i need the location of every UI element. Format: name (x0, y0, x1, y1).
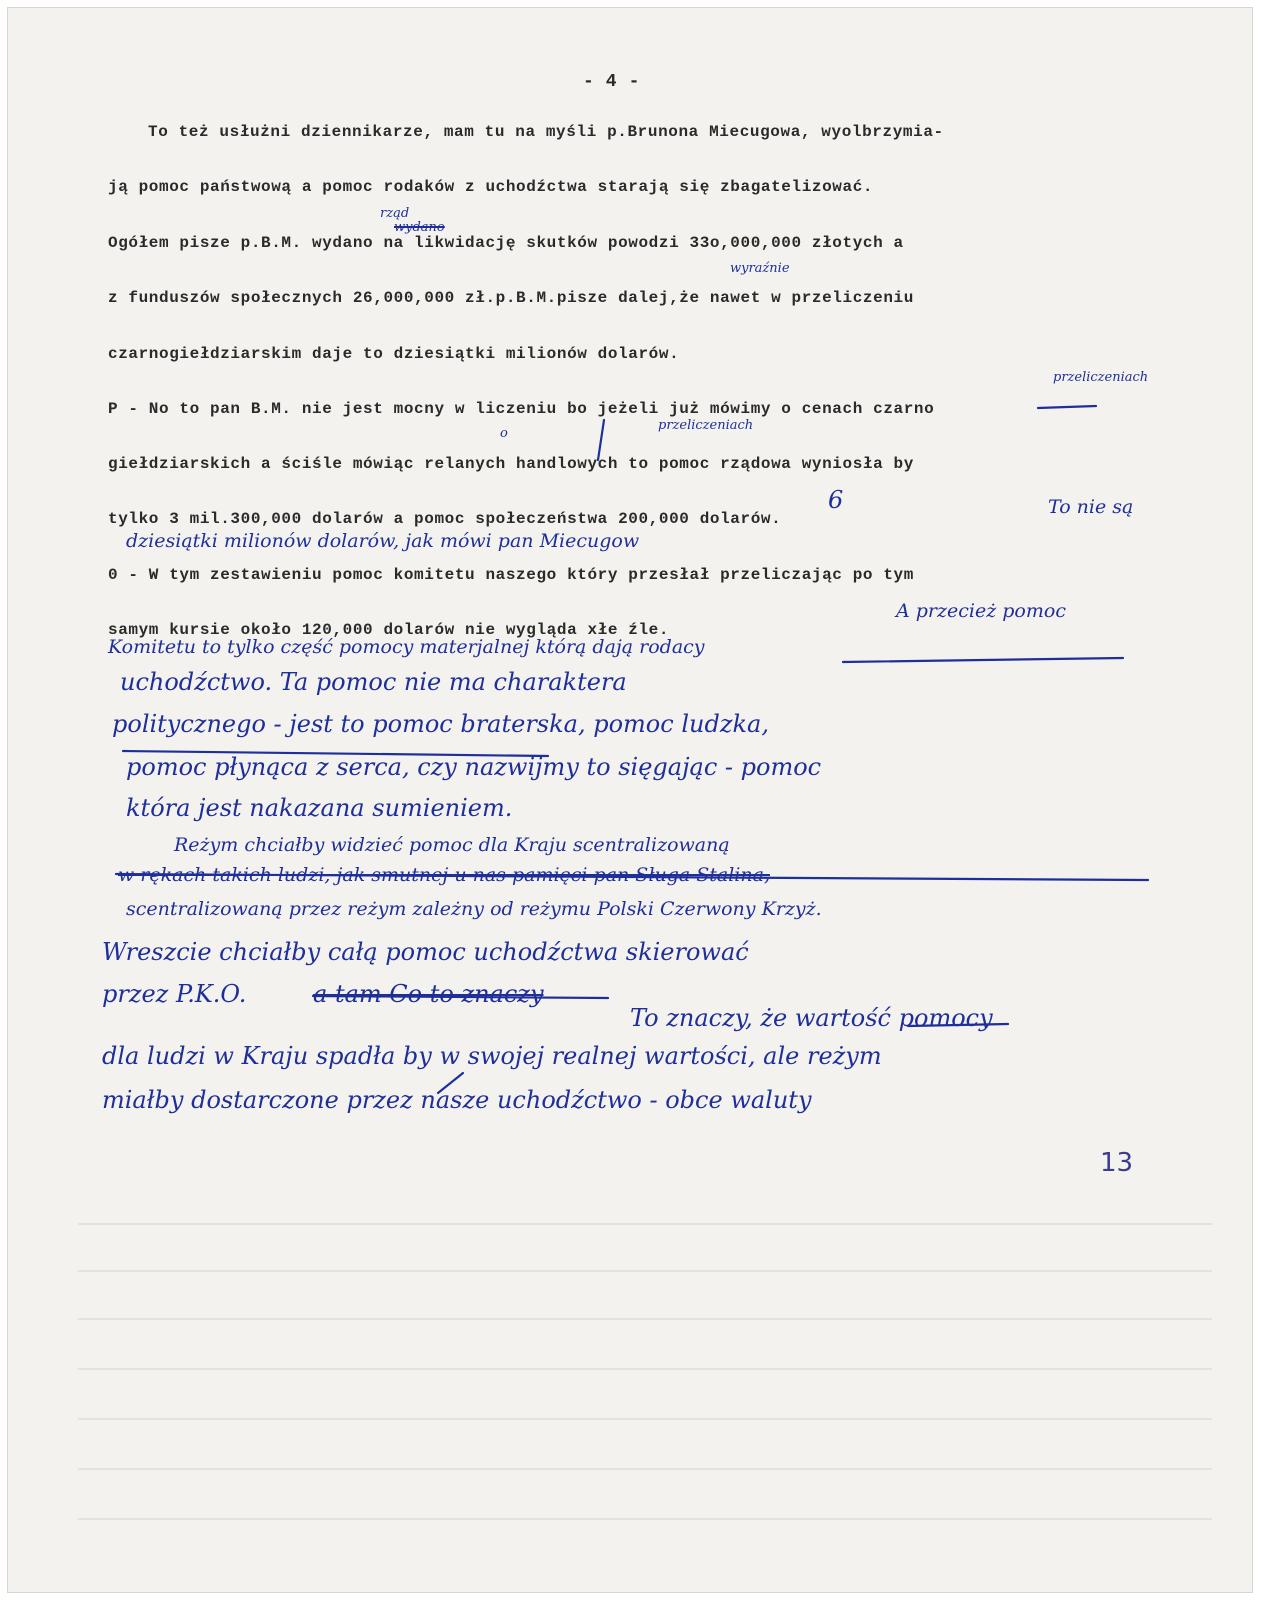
typed-line: z funduszów społecznych 26,000,000 zł.p.B.M.pisze dalej,że nawet w przeliczeniu (108, 289, 914, 307)
handwritten-note: która jest nakazana sumieniem. (126, 794, 513, 822)
handwritten-note: politycznego - jest to pomoc braterska, pomoc ludzka, (112, 710, 769, 738)
strike-through-line (1038, 406, 1096, 408)
handwritten-correction: wydano (394, 220, 445, 235)
handwritten-page-number: 13 (1100, 1148, 1134, 1178)
typed-line: samym kursie około 120,000 dolarów nie wygląda xłe źle. (108, 621, 670, 639)
handwritten-note: miałby dostarczone przez nasze uchodźctwo - obce waluty (102, 1086, 812, 1114)
handwritten-struck-text: w rękach takich ludzi, jak smutnej u nas pamięci pan Sługa Stalina, (118, 864, 770, 886)
strike-through-line (843, 658, 1123, 662)
handwritten-note: dla ludzi w Kraju spadła by w swojej realnej wartości, ale reżym (102, 1042, 882, 1070)
handwritten-note: A przecież pomoc (896, 600, 1066, 622)
handwritten-note: dziesiątki milionów dolarów, jak mówi pan Miecugow (126, 530, 640, 552)
handwritten-insert: wyraźnie (730, 261, 790, 276)
handwritten-note: scentralizowaną przez reżym zależny od reżymu Polski Czerwony Krzyż. (126, 898, 822, 920)
handwritten-insert: przeliczeniach (1053, 370, 1149, 385)
typed-line: To też usłużni dziennikarze, mam tu na myśli p.Brunona Miecugowa, wyolbrzymia- (148, 123, 944, 141)
handwritten-insert: o (500, 426, 508, 441)
handwritten-note: przez P.K.O. (102, 980, 247, 1008)
typed-line: czarnogiełdziarskim daje to dziesiątki milionów dolarów. (108, 345, 680, 363)
handwritten-note: uchodźctwo. Ta pomoc nie ma charaktera (120, 668, 627, 696)
handwritten-struck-text: a tam Co to znaczy (313, 980, 544, 1008)
strike-through-line (313, 996, 608, 998)
handwritten-note: Reżym chciałby widzieć pomoc dla Kraju scentralizowaną (174, 834, 730, 856)
handwritten-insert: rząd (380, 206, 410, 221)
typed-line: P - No to pan B.M. nie jest mocny w liczeniu bo jeżeli już mówimy o cenach czarno (108, 400, 935, 418)
handwritten-note: To nie są (1048, 496, 1134, 518)
strike-through-line (908, 1024, 1008, 1026)
handwritten-note: pomoc płynąca z serca, czy nazwijmy to sięgając - pomoc (126, 753, 822, 781)
typed-line: tylko 3 mil.300,000 dolarów a pomoc społeczeństwa 200,000 dolarów. (108, 510, 782, 528)
page-number: - 4 - (583, 72, 641, 92)
handwritten-note: To znaczy, że wartość pomocy (630, 1004, 993, 1032)
insert-caret-line (438, 1073, 463, 1093)
handwritten-insert: przeliczeniach (658, 418, 754, 433)
strike-through-line (116, 874, 1148, 880)
pen-strokes (8, 8, 1252, 1592)
strike-through-line (123, 751, 548, 756)
handwritten-correction: 6 (828, 486, 844, 514)
insert-caret-line (598, 420, 604, 460)
typed-line: giełdziarskich a ściśle mówiąc relanych handlowych to pomoc rządowa wyniosła by (108, 455, 914, 473)
document-page (8, 8, 1252, 1592)
typed-line: ją pomoc państwową a pomoc rodaków z uchodźctwa starają się zbagatelizować. (108, 178, 874, 196)
handwritten-note: Wreszcie chciałby całą pomoc uchodźctwa skierować (102, 938, 749, 966)
typed-line: 0 - W tym zestawieniu pomoc komitetu naszego który przesłał przeliczając po tym (108, 566, 914, 584)
typed-line: Ogółem pisze p.B.M. wydano na likwidację skutków powodzi 33o,000,000 złotych a (108, 234, 904, 252)
handwritten-note: Komitetu to tylko część pomocy materjalnej którą dają rodacy (108, 636, 705, 658)
